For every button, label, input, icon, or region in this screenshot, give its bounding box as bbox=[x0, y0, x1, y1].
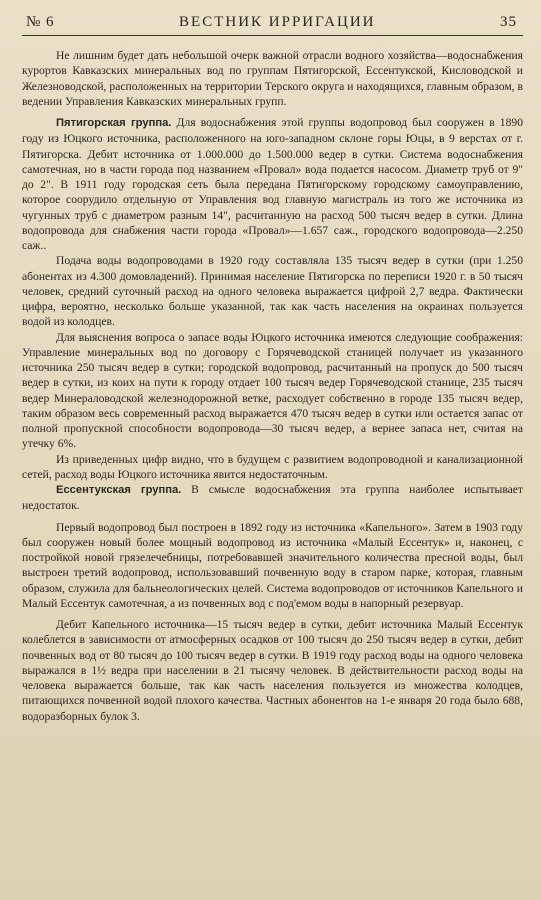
issue-number: № 6 bbox=[26, 14, 55, 30]
journal-title: ВЕСТНИК ИРРИГАЦИИ bbox=[179, 14, 376, 30]
section-heading-essentuki: Ессентукская группа. bbox=[56, 484, 182, 496]
page-header bbox=[22, 14, 523, 36]
paragraph-text: Для выяснения вопроса о запасе воды Юцкого источника имеются следующие соображения: Управление минеральных вод по договору с Горячеводской станицей получает из указанного источника 250 тысяч ведер в сутки; городской водопровод, расчитанный на пропуск до 500 тысяч ведер в сутки, из коих на пути к городу отдает 100 тысяч ведер Горячеводской станице, 235 тысяч ведер Минераловодской железнодорожной ветке, расходует собственно в городе 135 тысяч ведер, таким образом весь современный расход выражается 470 тысяч ведер в сутки или остается запас от полной пропускной способности водопровода—30 тысяч ведер, а вернее запаса нет, считая на утечку 6%. bbox=[22, 330, 523, 451]
paragraph-text: Для водоснабжения этой группы водопровод был сооружен в 1890 году из Юцкого источника, расположенного на юго-западном склоне горы Юцы, в 9 верстах от г. Пятигорска. Дебит источника от 1.000.000 до 1.500.000 ведер в сутки. Система водоснабжения самотечная, но в части города под названием «Провал» вода подается насосом. Диаметр труб от 9" до 2". В 1911 году городская сеть была передана Пятигорскому городскому самоуправлению, которое соорудило отдельную от Управления вод главную магистраль из того же источника из чугунных труб с диаметром разным 14", расчитанную на расход 500 тысяч ведер в сутки. Длина водопровода для снабжения части города «Провал»—1.657 саж., городского водопровода—2.250 саж.. bbox=[22, 116, 523, 252]
paragraph-text: Подача воды водопроводами в 1920 году составляла 135 тысяч ведер в сутки (при 1.250 абонентах из 4.300 домовладений). Принимая население Пятигорска по переписи 1920 г. в 50 тысяч человек, средний суточный расход на одного человека выражается цифрой 2,7 ведра. Фактически цифра, вероятно, несколько больше указанной, так как часть населения на окраинах пользуется водой из колодцев. bbox=[22, 254, 523, 329]
paragraph-text: Из приведенных цифр видно, что в будущем с развитием водопроводной и канализационной сетей, расход воды Юцкого источника явится недостаточным. bbox=[22, 452, 523, 481]
paragraph bbox=[22, 330, 523, 452]
page-number: 35 bbox=[499, 14, 517, 30]
paragraph bbox=[22, 115, 523, 253]
paragraph bbox=[22, 520, 523, 612]
paragraph-text: Дебит Капельного источника—15 тысяч ведер в сутки, дебит источника Малый Ессентук колеблется в зависимости от атмосферных осадков от 100 тысяч до 250 тысяч ведер в сутки, дебит почвенных вод от 80 тысяч до 100 тысяч ведер в сутки. В 1919 году расход воды на одного человека выражался в 1½ ведра при населении в 21 тысячу человек. В действительности расход воды на человека выражается больше, так как часть населения пользуется из множества колодцев, питающихся почвенной водой плохого качества. Частных абонентов на 1-е января 20 года было 688, водоразборных булок 3. bbox=[22, 618, 523, 723]
paragraph-text: Не лишним будет дать небольшой очерк важной отрасли водного хозяйства—водоснабжения курортов Кавказских минеральных вод по группам Пятигорской, Ессентукской, Кисловодской и Железноводской, расположенных на территории Терского округа и находящихся, главным образом, в ведении Управления Кавказских минеральных групп. bbox=[22, 49, 523, 108]
paragraph bbox=[22, 452, 523, 483]
paragraph-text: Первый водопровод был построен в 1892 году из источника «Капельного». Затем в 1903 году был сооружен новый более мощный водопровод из источника «Малый Ессентук» и, наконец, с постройкой новой грязелечебницы, потребовавшей значительного количества пресной воды, был выстроен третий водопровод, использовавший почвенную воду в старом парке, которая, главным образом, служила для бальнеологических целей. Система водопроводов от источников Капельного и Малый Ессентук самотечная, а из почвенных вод с под'емом воды в напорный резервуар. bbox=[22, 520, 523, 610]
paragraph bbox=[22, 48, 523, 109]
paragraph-text: В смысле водоснабжения эта группа наиболее испытывает недостаток. bbox=[22, 483, 523, 513]
paragraph bbox=[22, 482, 523, 514]
article-body bbox=[22, 48, 523, 724]
paragraph bbox=[22, 253, 523, 329]
paragraph bbox=[22, 617, 523, 724]
section-heading-pyatigorsk: Пятигорская группа. bbox=[56, 117, 172, 129]
